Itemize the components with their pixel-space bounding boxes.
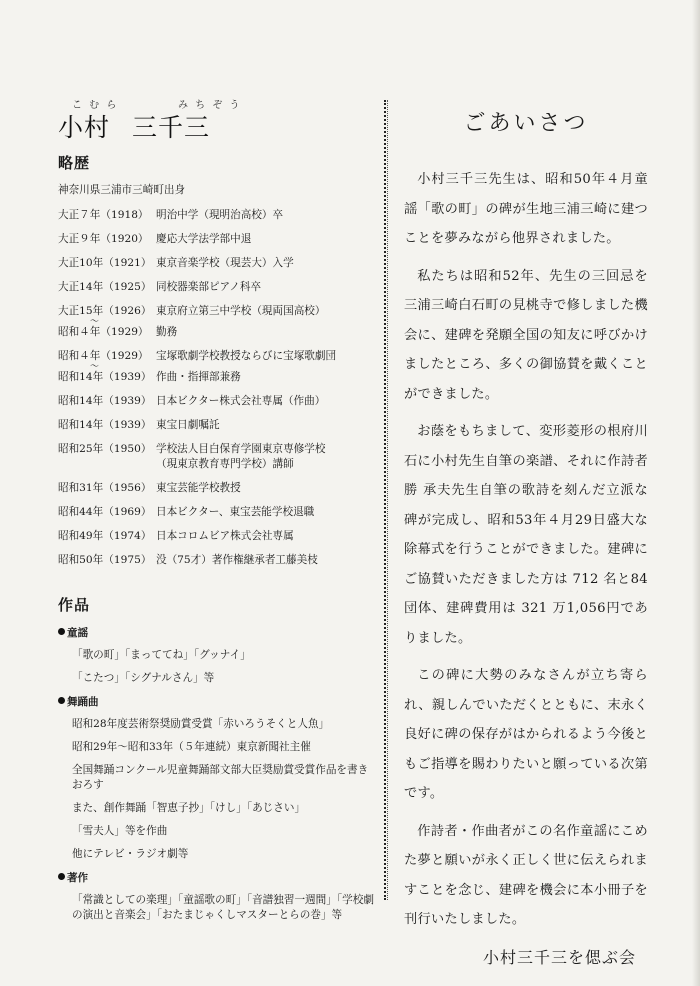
column-divider-inner <box>387 100 388 900</box>
greeting-paragraph: 小村三千三先生は、昭和50年４月童謡「歌の町」の碑が生地三浦三崎に建つことを夢みながら他界されました。 <box>404 172 648 246</box>
bullet-dot-icon <box>58 628 65 635</box>
signature: 小村三千三を偲ぶ会 <box>482 947 636 967</box>
given-name: 三千三 <box>132 113 211 142</box>
bullet-dot-icon <box>58 697 65 704</box>
works-line: 昭和28年度芸術祭奨励賞受賞「赤いろうそくと人魚」 <box>72 718 330 730</box>
works-line: 「歌の町」「まっててね」「グッナイ」 <box>72 649 251 661</box>
history-row: 昭和14年（1939） 日本ビクター株式会社専属（作曲） <box>58 395 326 407</box>
works-line: 昭和29年〜昭和33年（５年連続）東京新聞社主催 <box>72 741 311 753</box>
history-row: 大正10年（1921） 東京音楽学校（現芸大）入学 <box>58 257 294 269</box>
works-line: また、創作舞踊「智恵子抄」「けし」「あじさい」 <box>72 802 306 814</box>
history-row: 昭和49年（1974） 日本コロムビア株式会社専属 <box>58 530 294 542</box>
works-title: 作品 <box>58 596 91 614</box>
ruby-given: み ち ぞ う <box>178 100 242 111</box>
category-chosaku: 著作 <box>58 870 376 885</box>
works-section <box>58 594 376 923</box>
person-name <box>58 108 210 144</box>
greeting-column <box>404 106 648 968</box>
page-edge-shadow <box>692 0 700 986</box>
greeting-paragraph: この碑に大勢のみなさんが立ち寄られ、親しんでいただくとともに、末永く良好に碑の保存がはかられるよう今後ともご指導を賜わりたいと願っている次第です。 <box>404 668 648 801</box>
works-line: 他にテレビ・ラジオ劇等 <box>72 848 189 860</box>
history-row: 昭和25年（1950） 学校法人目白保育学園東京専修学校 （現東京教育専門学校）講師 <box>58 443 326 470</box>
category-buyo: 舞踊曲 <box>58 694 376 709</box>
column-divider <box>384 100 386 900</box>
greeting-paragraph: お蔭をもちまして、変形菱形の根府川石に小村先生自筆の楽譜、それに作詩者 勝 承夫先生自筆の歌詩を刻んだ立派な碑が完成し、昭和53年４月29日盛大な除幕式を行うことができました。建碑にご協賛いただきました方は 712 名と84団体、建碑費用は 321 万1,056円でありました。 <box>404 424 648 646</box>
history-title: 略歴 <box>58 154 91 172</box>
category-doyo: 童謡 <box>58 625 376 640</box>
works-line: 「雪夫人」等を作曲 <box>72 825 168 837</box>
greeting-paragraph: 私たちは昭和52年、先生の三回忌を三浦三崎白石町の見桃寺で修しました機会に、建碑を発願全国の知友に呼びかけましたところ、多くの御協賛を戴くことができました。 <box>404 268 648 402</box>
history-row: 昭和31年（1956） 東宝芸能学校教授 <box>58 482 241 494</box>
bullet-dot-icon <box>58 873 65 880</box>
history-row: 大正９年（1920） 慶応大学法学部中退 <box>58 233 252 245</box>
biography-column <box>58 96 376 931</box>
history-row: 神奈川県三浦市三崎町出身 <box>58 184 186 196</box>
history-row: 大正15年（1926） 〜 昭和４年（1929） 東京府立第三中学校（現両国高校） 勤務 <box>58 305 326 338</box>
history-row: 昭和44年（1969） 日本ビクター、東宝芸能学校退職 <box>58 506 315 518</box>
family-name: 小村 <box>58 113 111 142</box>
greeting-paragraph: 作詩者・作曲者がこの名作童謡にこめた夢と願いが永く正しく世に伝えられますことを念じ、建碑を機会に本小冊子を刊行いたしました。 <box>404 823 648 927</box>
history-list <box>58 183 376 568</box>
history-row: 大正14年（1925） 同校器楽部ピアノ科卒 <box>58 281 262 293</box>
history-row: 昭和４年（1929） 〜 昭和14年（1939） 宝塚歌劇学校教授ならびに宝塚歌劇団 作曲・指揮部兼務 <box>58 350 337 383</box>
history-row: 大正７年（1918） 明治中学（現明治高校）卒 <box>58 209 284 221</box>
history-row: 昭和14年（1939） 東宝日劇嘱託 <box>58 419 220 431</box>
ruby-family: こ む ら <box>72 100 119 111</box>
works-line: 「常識としての楽理」「童謡歌の町」「音譜独習一週間」「学校劇の演出と音楽会」「おたまじゃくしマスターとらの巻」等 <box>72 894 374 921</box>
works-line: 「こたつ」「シグナルさん」等 <box>72 672 215 684</box>
name-heading <box>58 96 376 142</box>
greeting-title: ごあいさつ <box>463 111 589 136</box>
history-row: 昭和50年（1975） 没（75才）著作権継承者工藤美枝 <box>58 554 318 566</box>
works-line: 全国舞踊コンクール児童舞踊部文部大臣奨励賞受賞作品を書きおろす <box>72 764 369 791</box>
